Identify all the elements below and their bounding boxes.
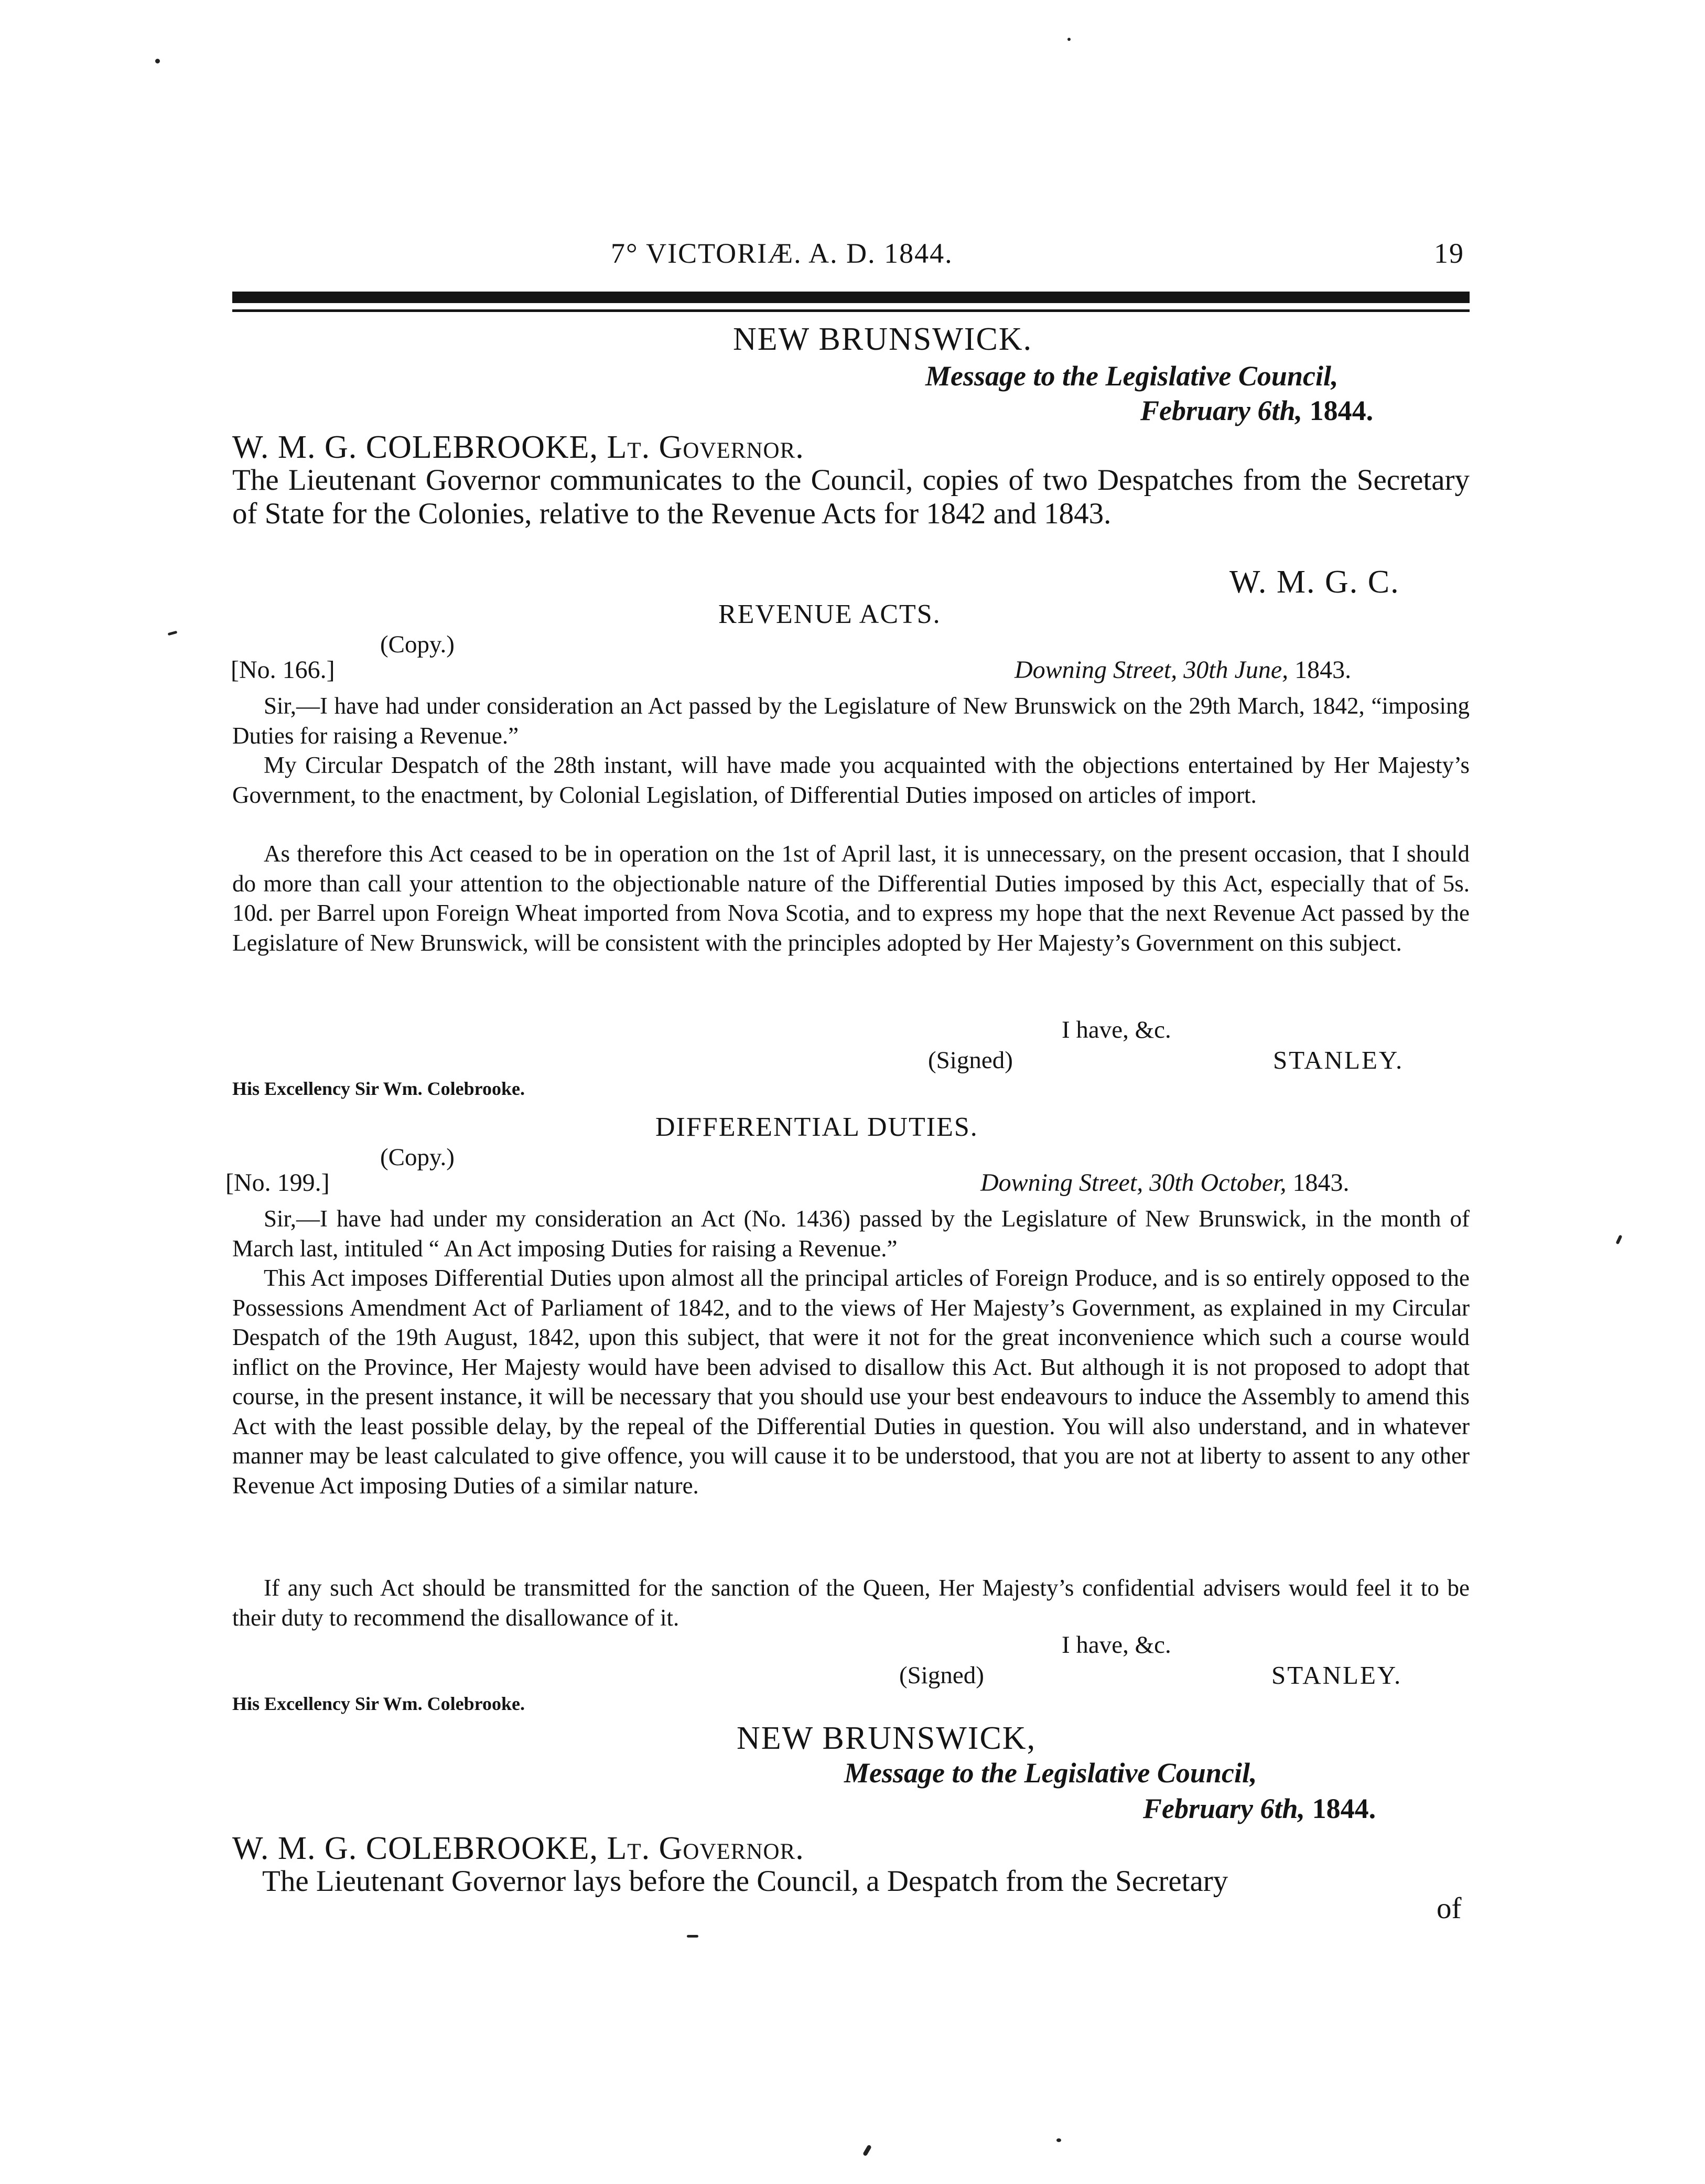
- page-number: 19: [1434, 238, 1464, 269]
- scan-speck: [1615, 1235, 1622, 1245]
- despatch-year: 1843.: [1294, 656, 1352, 684]
- message-date-month: February 6th,: [1143, 1793, 1305, 1824]
- governor-name: W. M. G. COLEBROOKE,: [232, 429, 599, 465]
- scan-speck: [687, 1935, 698, 1938]
- section-heading-differential-duties: DIFFERENTIAL DUTIES.: [655, 1112, 978, 1142]
- closing: I have, &c.: [1062, 1016, 1171, 1043]
- scan-speck: [1056, 2138, 1061, 2142]
- addressee: His Excellency Sir Wm. Colebrooke.: [232, 1693, 525, 1714]
- signed-label: (Signed): [928, 1047, 1013, 1074]
- message-date-year: 1844.: [1312, 1793, 1376, 1824]
- scan-speck: [1067, 38, 1071, 41]
- message-date: [1140, 394, 1373, 427]
- governor-title: Lt. Governor.: [607, 429, 804, 465]
- despatch-dateline: [1015, 655, 1351, 684]
- despatch-place: Downing Street,: [980, 1169, 1143, 1197]
- despatch-number: [No. 166.]: [231, 656, 335, 684]
- despatch-paragraph: As therefore this Act ceased to be in operation on the 1st of April last, it is unnecessary, on the present occasion, that I should do more than call your attention to the objectionable nature of the Differential Duties imposed by this Act, especially that of 5s. 10d. per Barrel upon Foreign Wheat imported from Nova Scotia, and to express my hope that the next Revenue Act passed by the Legislature of New Brunswick, will be consistent with the principles adopted by Her Majesty’s Government on this subject.: [232, 841, 1470, 956]
- header-rule-thin: [232, 309, 1470, 312]
- header-rule-thick: [232, 292, 1470, 303]
- message-date: [1143, 1792, 1376, 1825]
- message-initials: W. M. G. C.: [1229, 564, 1400, 600]
- scan-speck: [155, 59, 160, 63]
- copy-label: (Copy.): [380, 631, 455, 658]
- signatory: STANLEY.: [1273, 1046, 1404, 1074]
- governor-title: Lt. Governor.: [607, 1831, 804, 1866]
- catchword: of: [1437, 1892, 1462, 1925]
- closing: I have, &c.: [1062, 1631, 1171, 1659]
- copy-label: (Copy.): [380, 1144, 455, 1171]
- despatch-paragraph: Sir,—I have had under my consideration an Act (No. 1436) passed by the Legislature of New Brunswick, in the month of March last, intituled “ An Act imposing Duties for raising a Revenue.”: [232, 1206, 1470, 1262]
- running-head-title: 7° VICTORIÆ. A. D. 1844.: [611, 238, 953, 269]
- message-text: The Lieutenant Governor lays before the Council, a Despatch from the Secretary: [262, 1865, 1228, 1898]
- despatch-paragraph: This Act imposes Differential Duties upon almost all the principal articles of Foreign Produce, and is so entirely opposed to the Possessions Amendment Act of Parliament of 1842, and to the views of Her Majesty’s Government, as explained in my Circular Despatch of the 19th August, 1842, upon this subject, that were it not for the great inconvenience which such a course would inflict on the Province, Her Majesty would have been advised to disallow this Act. But although it is not proposed to adopt that course, in the present instance, it will be necessary that you should use your best endeavours to induce the Assembly to amend this Act with the least possible delay, by the repeal of the Differential Duties in question. You will also understand, and in whatever manner may be least calculated to give offence, you will cause it to be understood, that you are not at liberty to assent to any other Revenue Act imposing Duties of a similar nature.: [232, 1265, 1470, 1499]
- despatch-dateline: [980, 1168, 1350, 1197]
- despatch-paragraph: Sir,—I have had under consideration an Act passed by the Legislature of New Brunswick on the 29th March, 1842, “imposing Duties for raising a Revenue.”: [232, 693, 1470, 749]
- despatch-number: [No. 199.]: [225, 1169, 330, 1197]
- addressee: His Excellency Sir Wm. Colebrooke.: [232, 1078, 525, 1099]
- message-addressee: Message to the Legislative Council,: [844, 1757, 1257, 1789]
- province-heading: NEW BRUNSWICK.: [733, 321, 1033, 357]
- message-text: The Lieutenant Governor communicates to the Council, copies of two Despatches from the Secretary of State for the Colonies, relative to the Revenue Acts for 1842 and 1843.: [232, 464, 1470, 530]
- province-heading: NEW BRUNSWICK,: [737, 1720, 1037, 1756]
- despatch-date: 30th June,: [1183, 656, 1289, 684]
- despatch-year: 1843.: [1292, 1169, 1350, 1197]
- section-heading-revenue-acts: REVENUE ACTS.: [718, 599, 941, 629]
- signed-label: (Signed): [899, 1662, 984, 1689]
- despatch-paragraph: If any such Act should be transmitted for the sanction of the Queen, Her Majesty’s confidential advisers would feel it to be their duty to recommend the disallowance of it.: [232, 1575, 1470, 1631]
- scan-speck: [862, 2144, 872, 2156]
- message-date-year: 1844.: [1309, 395, 1374, 426]
- despatch-date: 30th October,: [1149, 1169, 1287, 1197]
- governor-line: [232, 1830, 804, 1867]
- message-addressee: Message to the Legislative Council,: [925, 360, 1339, 392]
- scan-speck: [168, 631, 178, 636]
- despatch-place: Downing Street,: [1015, 656, 1178, 684]
- signatory: STANLEY.: [1271, 1661, 1402, 1690]
- governor-line: [232, 429, 804, 466]
- despatch-paragraph: My Circular Despatch of the 28th instant, will have made you acquainted with the objections entertained by Her Majesty’s Government, to the enactment, by Colonial Legislation, of Differential Duties imposed on articles of import.: [232, 752, 1470, 808]
- governor-name: W. M. G. COLEBROOKE,: [232, 1831, 599, 1866]
- message-date-month: February 6th,: [1140, 395, 1303, 426]
